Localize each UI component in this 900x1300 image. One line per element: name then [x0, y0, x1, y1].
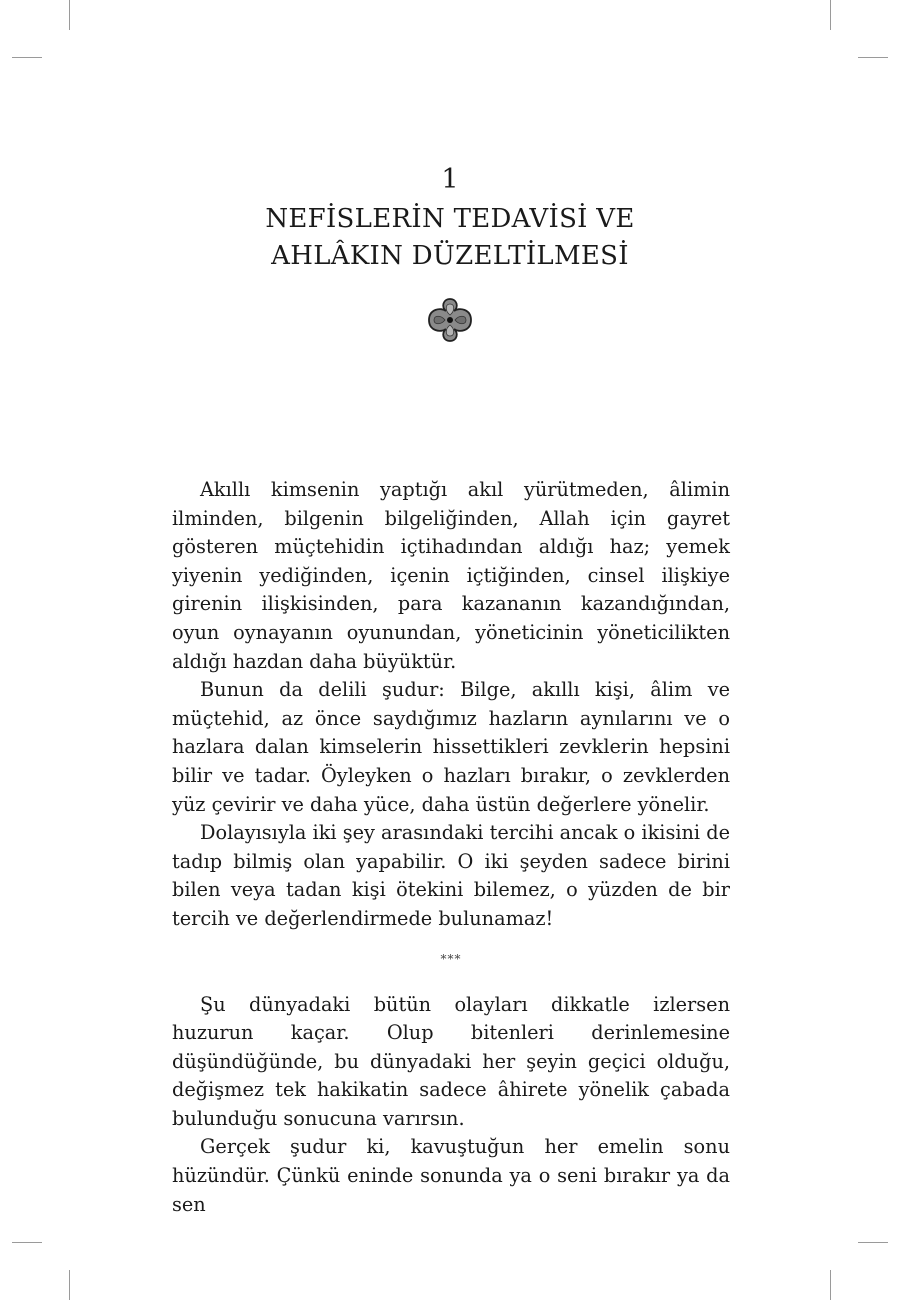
chapter-title-line: NEFİSLERİN TEDAVİSİ VE: [265, 204, 635, 234]
chapter-title-line: AHLÂKIN DÜZELTİLMESİ: [271, 241, 629, 271]
crop-mark: [830, 0, 831, 30]
crop-mark: [12, 1242, 42, 1243]
paragraph: Şu dünyadaki bütün olayları dikkatle izlersen huzurun kaçar. Olup bitenleri derinlemesine düşündüğünde, bu dünyadaki her şeyin geçici olduğu, değişmez tek hakikatin sadece âhirete yönelik çabada bulunduğu sonucuna varırsın.: [172, 992, 730, 1130]
crop-mark: [69, 1270, 70, 1300]
paragraph: Akıllı kimsenin yaptığı akıl yürütmeden, âlimin ilminden, bilgenin bilgeliğinden, Allah için gayret gösteren müçtehidin içtihadından aldığı haz; yemek yiyenin yediğinden, içenin içtiğinden, cinsel ilişkiye girenin ilişkisinden, para kazananın kazandığından, oyun oynayanın oyunundan, yöneticinin yöneticilikten aldığı hazdan daha büyüktür.: [172, 478, 730, 673]
paragraph: Bunun da delili şudur: Bilge, akıllı kişi, âlim ve müçtehid, az önce saydığımız hazların aynılarını ve o hazlara dalan kimselerin hissettikleri zevklerin hepsini bilir ve tadar. Öyleyken o hazları bırakır, o zevklerden yüz çevirir ve daha yüce, daha üstün değerlere yönelir.: [172, 678, 730, 816]
section-separator: ***: [440, 951, 462, 966]
crop-mark: [858, 1242, 888, 1243]
chapter-number: 1: [441, 164, 459, 195]
crop-mark: [830, 1270, 831, 1300]
crop-mark: [12, 57, 42, 58]
chapter-title: [150, 201, 750, 275]
crop-mark: [69, 0, 70, 30]
body-text: [172, 476, 730, 1219]
paragraph: Dolayısıyla iki şey arasındaki tercihi ancak o ikisini de tadıp bilmiş olan yapabilir. O iki şeyden sadece birini bilen veya tadan kişi ötekini bilemez, o yüzden de bir tercih ve değerlendirmede bulunamaz!: [172, 821, 730, 930]
paragraph: Gerçek şudur ki, kavuştuğun her emelin sonu hüzündür. Çünkü eninde sonunda ya o seni bırakır ya da sen: [172, 1135, 730, 1216]
floral-ornament-icon: [427, 297, 473, 343]
crop-mark: [858, 57, 888, 58]
